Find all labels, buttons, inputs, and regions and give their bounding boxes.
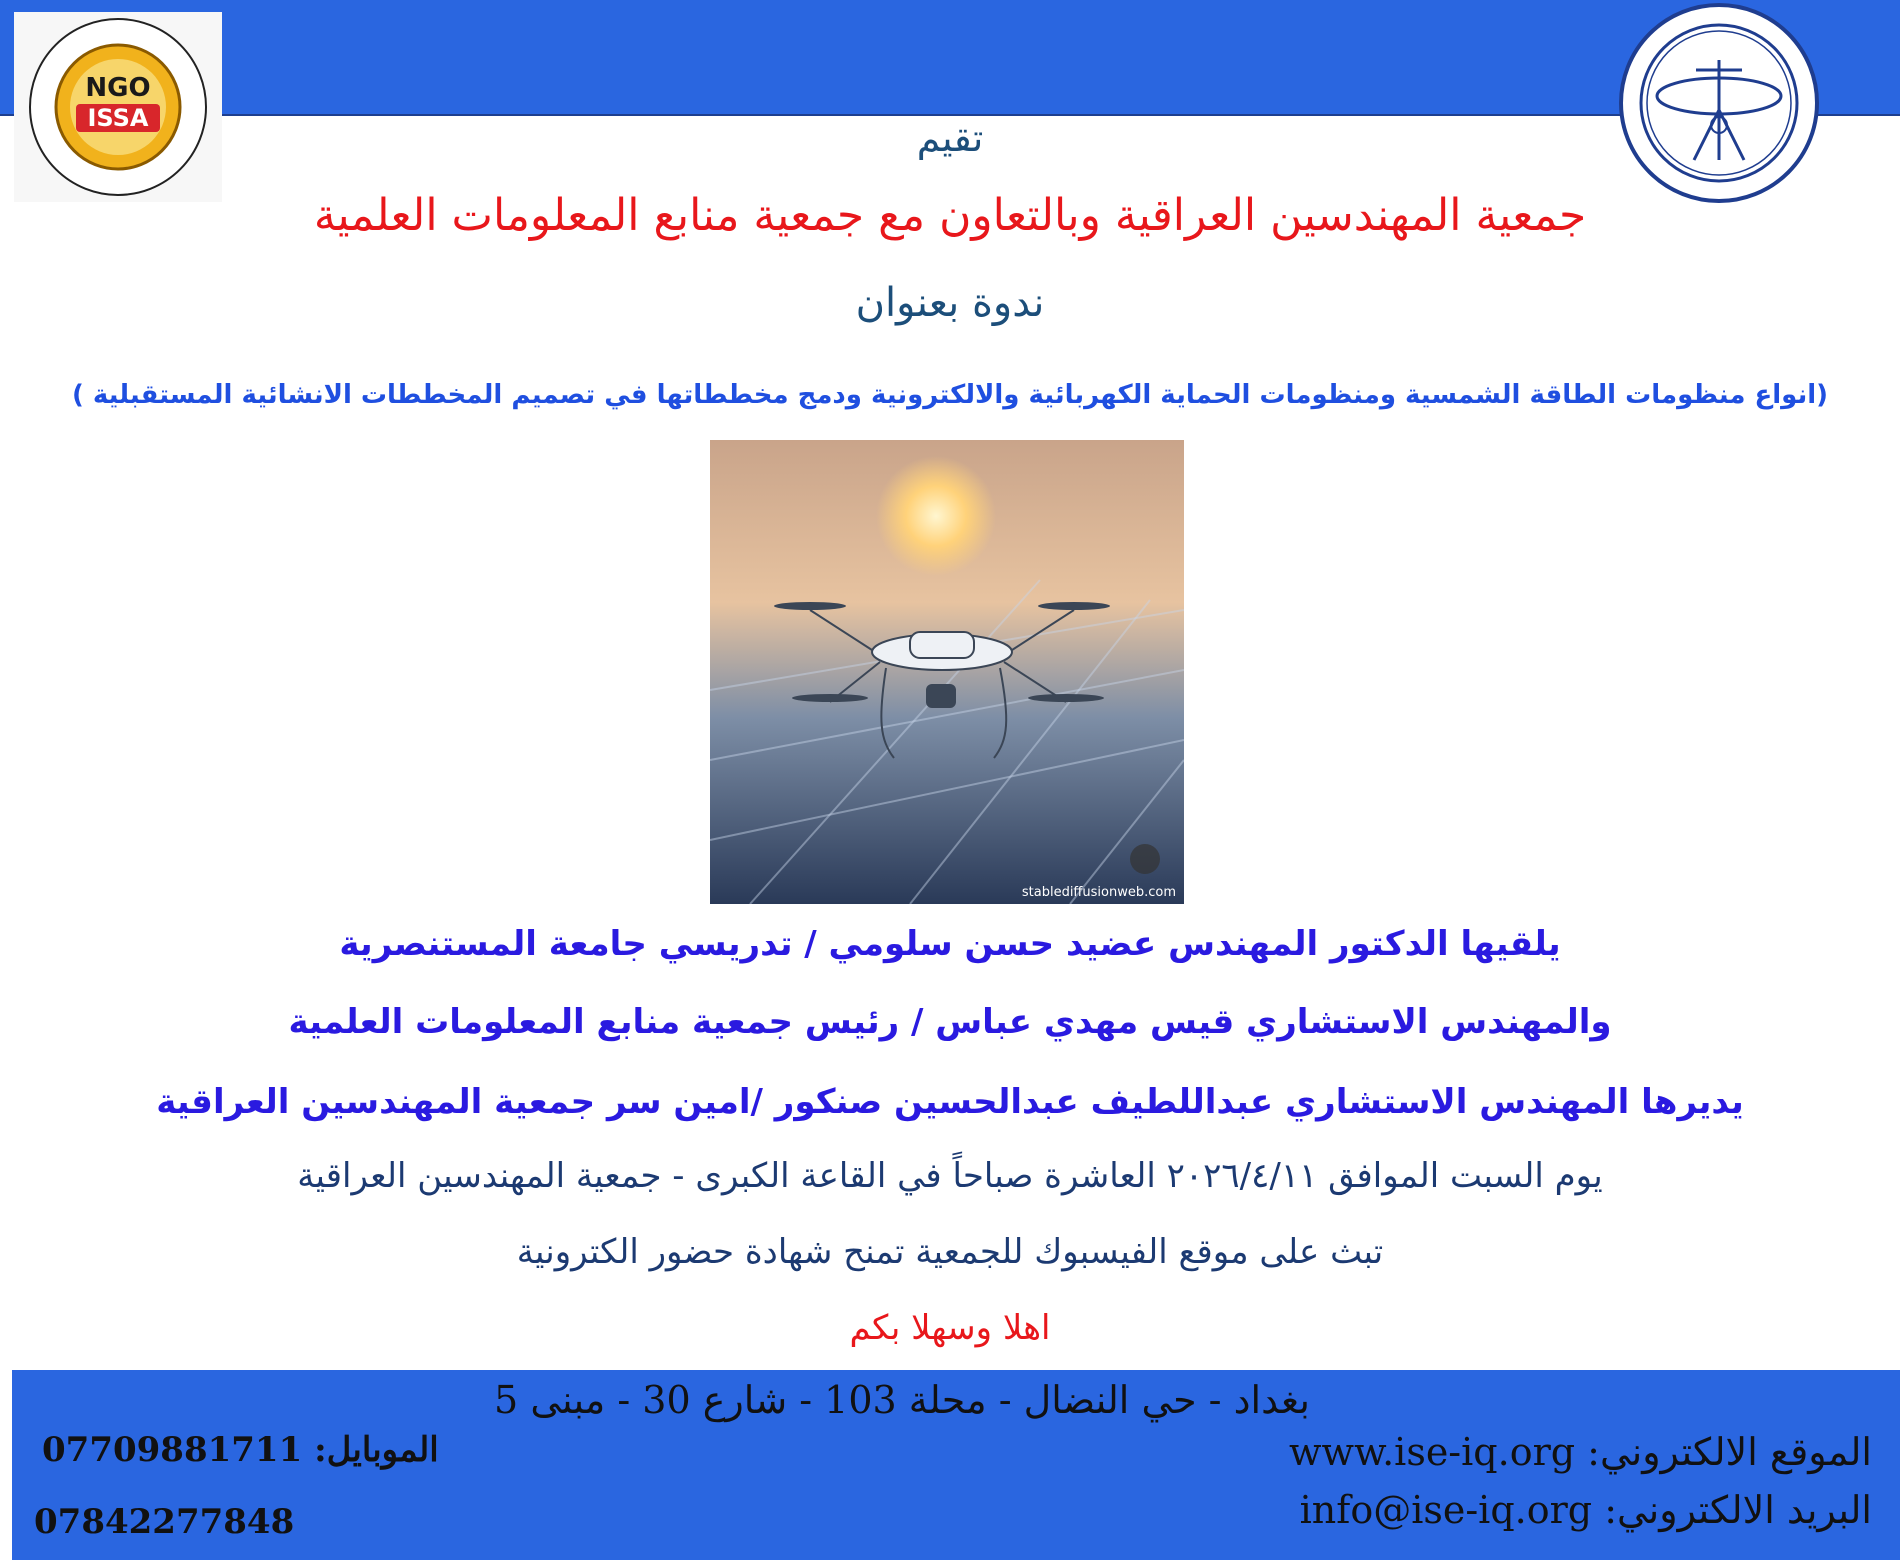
drone-solar-photo <box>710 440 1184 904</box>
phone-text: 07842277848 <box>34 1502 295 1542</box>
photo-caption: stablediffusionweb.com <box>1021 885 1176 900</box>
event-title: جمعية المهندسين العراقية وبالتعاون مع جمعية منابع المعلومات العلمية <box>313 190 1587 241</box>
address-text: بغداد - حي النضال - محلة 103 - شارع 30 - مبنى 5 <box>494 1378 1310 1422</box>
moderator-line: يديرها المهندس الاستشاري عبداللطيف عبدالحسين صنكور /امين سر جمعية المهندسين العراقية <box>156 1082 1744 1122</box>
email-text[interactable]: البريد الالكتروني: info@ise-iq.org <box>1299 1488 1872 1532</box>
speaker-line-2: والمهندس الاستشاري قيس مهدي عباس / رئيس جمعية منابع المعلومات العلمية <box>288 1002 1612 1042</box>
date-venue-line: يوم السبت الموافق ٢٠٢٦/٤/١١ العاشرة صباحاً في القاعة الكبرى - جمعية المهندسين العراقية <box>297 1156 1603 1196</box>
intro-text: تقيم <box>916 116 984 160</box>
mobile-text: الموبايل: 07709881711 <box>42 1430 439 1470</box>
top-blue-band <box>0 0 1900 116</box>
lens-icon <box>1130 844 1160 874</box>
website-text[interactable]: الموقع الالكتروني: www.ise-iq.org <box>1289 1430 1872 1474</box>
issa-text: ISSA <box>87 104 149 132</box>
ngo-text: NGO <box>85 73 151 103</box>
speaker-line-1: يلقيها الدكتور المهندس عضيد حسن سلومي / تدريسي جامعة المستنصرية <box>339 924 1561 964</box>
contact-footer <box>12 1370 1900 1560</box>
ise-seal-logo <box>1616 0 1822 206</box>
issa-logo <box>14 12 222 202</box>
welcome-text: اهلا وسهلا بكم <box>849 1308 1051 1348</box>
event-subtitle: ندوة بعنوان <box>855 280 1045 326</box>
facebook-broadcast-line: تبث على موقع الفيسبوك للجمعية تمنح شهادة حضور الكترونية <box>516 1232 1384 1272</box>
seminar-topic: (انواع منظومات الطاقة الشمسية ومنظومات الحماية الكهربائية والالكترونية ودمج مخططاتها في تصميم المخططات الانشائية المستقبلية ) <box>71 380 1828 410</box>
